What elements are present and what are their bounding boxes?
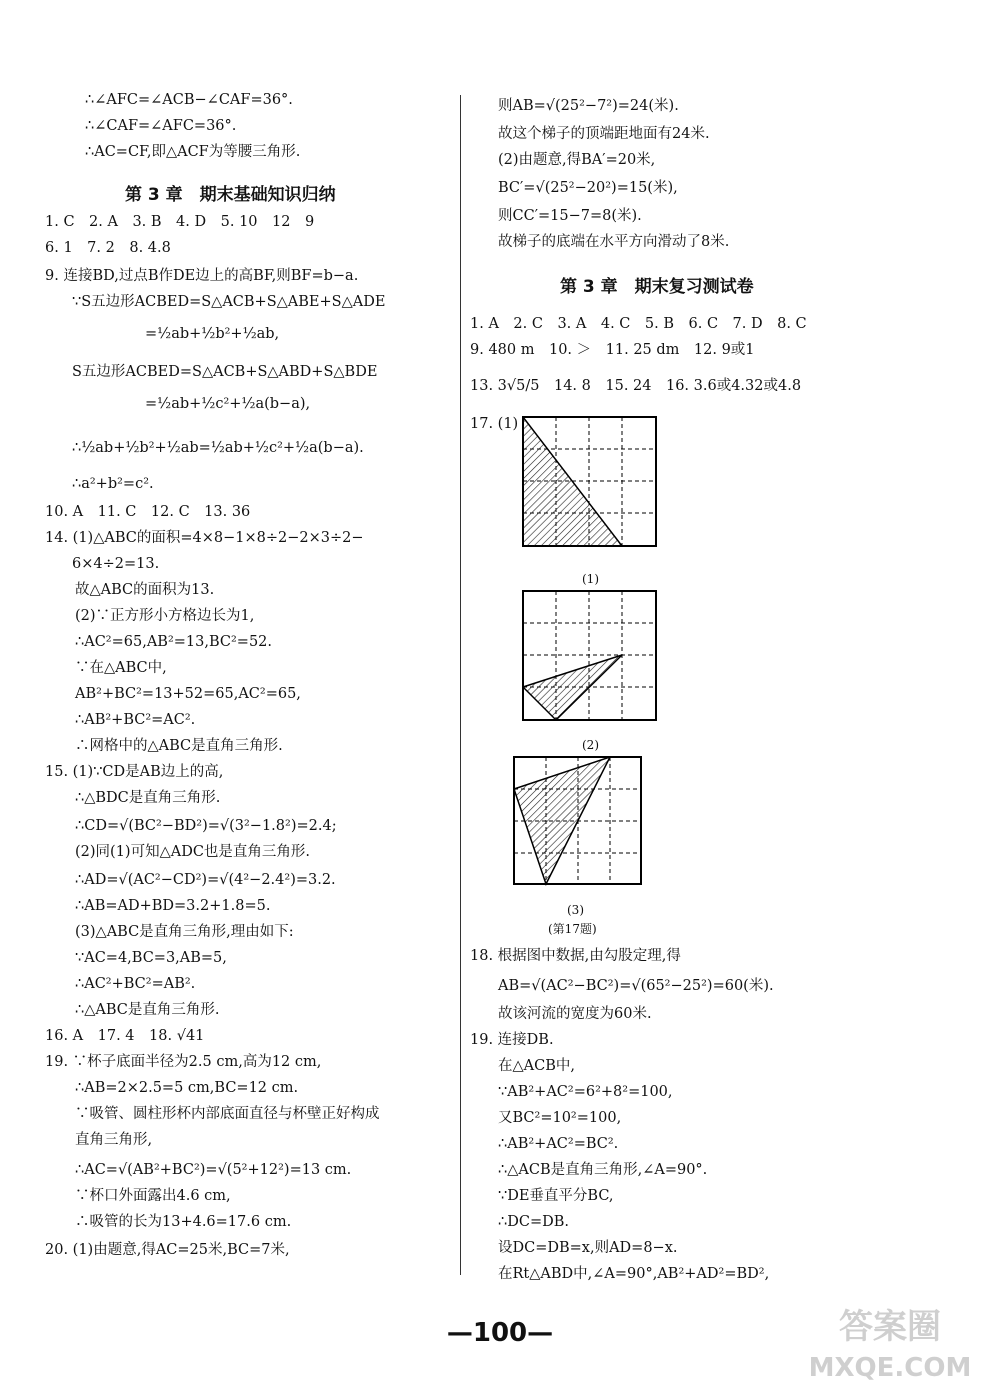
- answer-line: (2)∵正方形小方格边长为1,: [75, 608, 255, 624]
- answer-line: 则CC′=15−7=8(米).: [498, 208, 642, 224]
- answer-line: ∴△ACB是直角三角形,∠A=90°.: [498, 1162, 708, 1178]
- answer-line: 6×4÷2=13.: [72, 556, 160, 572]
- caption-question-17: (第17题): [548, 922, 597, 936]
- answer-line: 19. ∵杯子底面半径为2.5 cm,高为12 cm,: [45, 1054, 322, 1070]
- answer-line: ∴△BDC是直角三角形.: [75, 790, 221, 806]
- svg-text:答案圈: 答案圈: [839, 1307, 941, 1347]
- answer-line: ∴∠CAF=∠AFC=36°.: [85, 118, 237, 134]
- answer-line: ∴AB²+BC²=AC².: [75, 712, 196, 728]
- answer-line: ∵吸管、圆柱形杯内部底面直径与杯壁正好构成: [75, 1106, 380, 1122]
- svg-text:MXQE.COM: MXQE.COM: [808, 1353, 972, 1383]
- answer-line: 在Rt△ABD中,∠A=90°,AB²+AD²=BD²,: [498, 1266, 770, 1282]
- answer-line: ∴AB=2×2.5=5 cm,BC=12 cm.: [75, 1080, 299, 1096]
- answer-line: ∴AB²+AC²=BC².: [498, 1136, 619, 1152]
- answer-line: 13. 3√5/5 14. 8 15. 24 16. 3.6或4.32或4.8: [470, 378, 802, 394]
- answer-line: 9. 连接BD,过点B作DE边上的高BF,则BF=b−a.: [45, 268, 359, 284]
- answer-line: 6. 1 7. 2 8. 4.8: [45, 240, 171, 256]
- answer-line: 故△ABC的面积为13.: [75, 582, 215, 598]
- answer-line: ∴AD=√(AC²−CD²)=√(4²−2.4²)=3.2.: [75, 872, 336, 888]
- answer-line: ∴AC²=65,AB²=13,BC²=52.: [75, 634, 273, 650]
- answer-line: ∵在△ABC中,: [75, 660, 167, 676]
- answer-line: ∵AB²+AC²=6²+8²=100,: [498, 1084, 673, 1100]
- answer-line: 19. 连接DB.: [470, 1032, 554, 1048]
- answer-line: AB=√(AC²−BC²)=√(65²−25²)=60(米).: [498, 978, 774, 994]
- answer-line: ∴CD=√(BC²−BD²)=√(3²−1.8²)=2.4;: [75, 818, 337, 834]
- answer-line: ∵杯口外面露出4.6 cm,: [75, 1188, 231, 1204]
- answer-line: =½ab+½b²+½ab,: [145, 326, 280, 342]
- answer-line: BC′=√(25²−20²)=15(米),: [498, 180, 678, 196]
- answer-line: ∴吸管的长为13+4.6=17.6 cm.: [75, 1214, 292, 1230]
- answer-line: ∵S五边形ACBED=S△ACB+S△ABE+S△ADE: [72, 294, 386, 310]
- answer-line: =½ab+½c²+½a(b−a),: [145, 396, 311, 412]
- answer-line: ∴AC=CF,即△ACF为等腰三角形.: [85, 144, 301, 160]
- watermark-logo: [790, 1298, 990, 1386]
- answer-line: ∴∠AFC=∠ACB−∠CAF=36°.: [85, 92, 293, 108]
- answer-line: 1. A 2. C 3. A 4. C 5. B 6. C 7. D 8. C: [470, 316, 807, 332]
- answer-line: ∴a²+b²=c².: [72, 476, 154, 492]
- answer-line: 1. C 2. A 3. B 4. D 5. 10 12 9: [45, 214, 315, 230]
- section-heading: 第 3 章 期末基础知识归纳: [125, 185, 336, 205]
- figure-17-2: [522, 590, 658, 722]
- answer-line: 14. (1)△ABC的面积=4×8−1×8÷2−2×3÷2−: [45, 530, 364, 546]
- answer-line: ∵AC=4,BC=3,AB=5,: [75, 950, 227, 966]
- answer-line: 17. (1): [470, 416, 519, 432]
- answer-line: 则AB=√(25²−7²)=24(米).: [498, 98, 679, 114]
- answer-line: ∵DE垂直平分BC,: [498, 1188, 614, 1204]
- section-heading: 第 3 章 期末复习测试卷: [560, 277, 754, 297]
- caption-fig-1: (1): [582, 572, 599, 586]
- answer-line: S五边形ACBED=S△ACB+S△ABD+S△BDE: [72, 364, 378, 380]
- answer-line: ∴AB=AD+BD=3.2+1.8=5.: [75, 898, 271, 914]
- answer-line: ∴△ABC是直角三角形.: [75, 1002, 220, 1018]
- figure-17-3: [513, 756, 643, 886]
- answer-line: ∴½ab+½b²+½ab=½ab+½c²+½a(b−a).: [72, 440, 364, 456]
- answer-line: 10. A 11. C 12. C 13. 36: [45, 504, 251, 520]
- answer-line: 设DC=DB=x,则AD=8−x.: [498, 1240, 678, 1256]
- answer-line: 又BC²=10²=100,: [498, 1110, 622, 1126]
- answer-line: (2)由题意,得BA′=20米,: [498, 152, 656, 168]
- answer-line: 20. (1)由题意,得AC=25米,BC=7米,: [45, 1242, 290, 1258]
- answer-line: 故这个梯子的顶端距地面有24米.: [498, 126, 710, 142]
- answer-line: 在△ACB中,: [498, 1058, 575, 1074]
- answer-line: ∴AC=√(AB²+BC²)=√(5²+12²)=13 cm.: [75, 1162, 352, 1178]
- answer-line: ∴网格中的△ABC是直角三角形.: [75, 738, 283, 754]
- answer-line: ∴AC²+BC²=AB².: [75, 976, 196, 992]
- page-number: —100—: [446, 1318, 554, 1348]
- caption-fig-3: (3): [567, 903, 584, 917]
- figure-17-1: [522, 416, 658, 548]
- answer-line: 15. (1)∵CD是AB边上的高,: [45, 764, 224, 780]
- caption-fig-2: (2): [582, 738, 599, 752]
- column-divider: [460, 95, 461, 1275]
- answer-line: 故梯子的底端在水平方向滑动了8米.: [498, 234, 730, 250]
- answer-line: 18. 根据图中数据,由勾股定理,得: [470, 948, 681, 964]
- answer-line: (2)同(1)可知△ADC也是直角三角形.: [75, 844, 311, 860]
- answer-line: 9. 480 m 10. ＞ 11. 25 dm 12. 9或1: [470, 342, 755, 358]
- answer-line: (3)△ABC是直角三角形,理由如下:: [75, 924, 294, 940]
- answer-line: AB²+BC²=13+52=65,AC²=65,: [75, 686, 301, 702]
- answer-line: ∴DC=DB.: [498, 1214, 569, 1230]
- answer-line: 故该河流的宽度为60米.: [498, 1006, 652, 1022]
- answer-line: 直角三角形,: [75, 1132, 153, 1148]
- answer-line: 16. A 17. 4 18. √41: [45, 1028, 205, 1044]
